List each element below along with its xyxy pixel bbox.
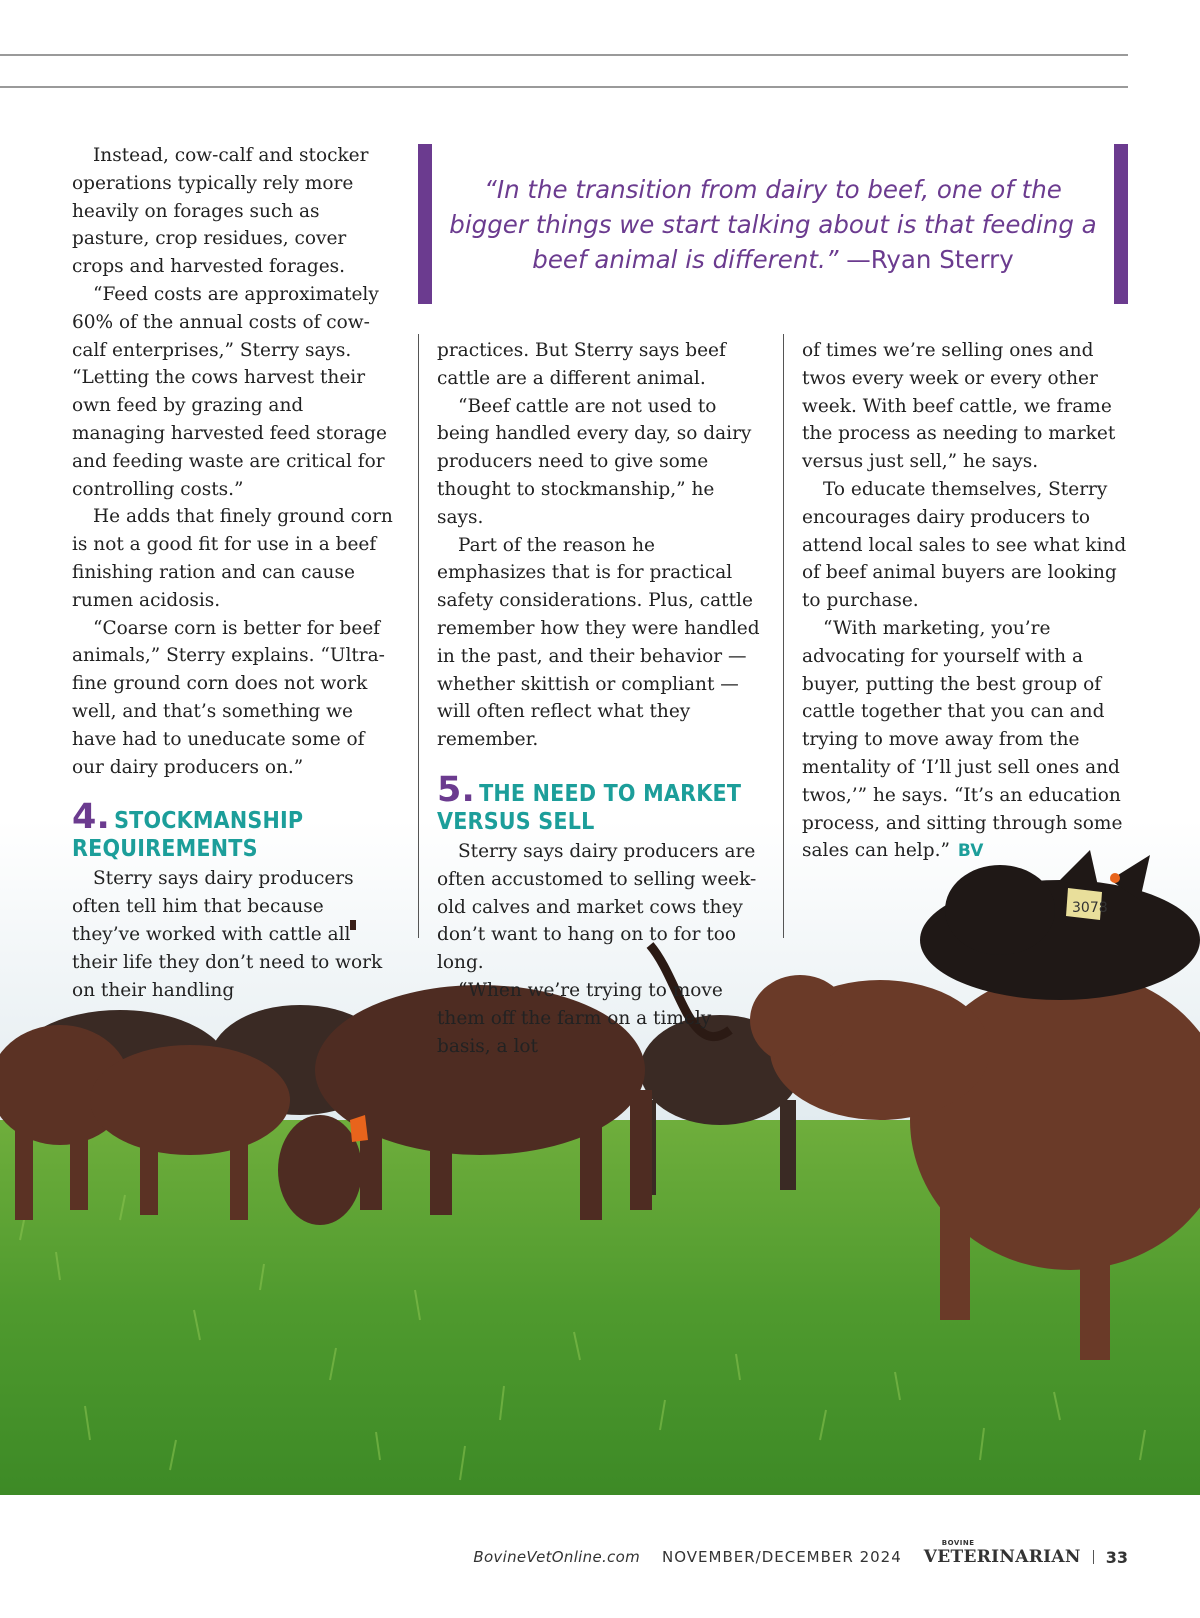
page-footer [473, 1539, 1128, 1569]
top-rule-second [0, 86, 1128, 88]
paragraph: Instead, cow-calf and stocker operations typically rely more heavily on forages such as pasture, crop residues, cover crops and harvested forages. [72, 145, 369, 278]
column-divider [418, 334, 419, 938]
section-title: THE NEED TO MARKET VERSUS SELL [437, 780, 742, 835]
paragraph: of times we’re selling ones and twos every week or every other week. With beef cattle, we frame the process as needing to market versus just sell,” he says. [802, 340, 1116, 473]
ear-tag-number: 3078 [1072, 900, 1108, 916]
section-heading-4 [72, 797, 394, 863]
pull-quote-bar-right [1114, 144, 1128, 304]
page-number: 33 [1105, 1547, 1128, 1567]
paragraph: “Feed costs are approximately 60% of the annual costs of cow-calf enterprises,” Sterry says. “Letting the cows harvest their own feed by grazing and managing harvested feed storage and feeding waste are critical for controlling costs.” [72, 283, 387, 500]
article-column-1 [72, 142, 394, 1004]
section-number: 4. [72, 797, 111, 838]
footer-website: BovineVetOnline.com [473, 1548, 640, 1566]
quote-body: “In the transition from dairy to beef, one of the bigger things we start talking about is that feeding a beef animal is different.” [449, 175, 1097, 274]
quote-attribution: —Ryan Sterry [838, 245, 1014, 274]
paragraph [802, 615, 1132, 866]
paragraph: “Beef cattle are not used to being handled every day, so dairy producers need to give some thought to stockmanship,” he says. [437, 395, 752, 528]
section-number: 5. [437, 769, 476, 810]
article-column-3 [802, 337, 1132, 866]
logo-main-text: VETERINARIAN [923, 1547, 1081, 1567]
section-heading-5 [437, 769, 763, 836]
magazine-logo [923, 1539, 1081, 1567]
pull-quote-text [448, 172, 1098, 277]
section-title: STOCKMANSHIP REQUIREMENTS [72, 808, 304, 863]
paragraph: Sterry says dairy producers often tell him that because they’ve worked with cattle all their life they don’t need to work on their handling [72, 868, 383, 1001]
footer-separator [1093, 1550, 1094, 1564]
paragraph: Part of the reason he emphasizes that is for practical safety considerations. Plus, cattle remember how they were handled in the past, and their behavior — whether skittish or compliant — will often reflect what they remember. [437, 534, 760, 751]
paragraph: Sterry says dairy producers are often accustomed to selling week-old calves and market cows they don’t want to hang on to for too long. [437, 840, 757, 974]
paragraph: To educate themselves, Sterry encourages dairy producers to attend local sales to see what kind of beef animal buyers are looking to purchase. [802, 478, 1127, 612]
pull-quote-bar-left [418, 144, 432, 304]
pull-quote [418, 144, 1128, 304]
article-column-2 [437, 337, 763, 1060]
paragraph-text: “With marketing, you’re advocating for yourself with a buyer, putting the best group of cattle together that you can and trying to move away from the mentality of ‘I’ll just sell ones and twos,’” he says. “It’s an education process, and sitting through some sales can help.” [802, 617, 1123, 862]
logo-small-text: BOVINE [941, 1539, 975, 1547]
paragraph: practices. But Sterry says beef cattle are a different animal. [437, 340, 726, 389]
end-mark: BV [957, 841, 984, 862]
yellow-ear-tag [1066, 888, 1108, 920]
paragraph: “When we’re trying to move them off the farm on a timely basis, a lot [437, 979, 723, 1057]
paragraph: He adds that finely ground corn is not a good fit for use in a beef finishing ration and can cause rumen acidosis. [72, 506, 393, 611]
paragraph: “Coarse corn is better for beef animals,” Sterry explains. “Ultra-fine ground corn does not work well, and that’s something we have had to uneducate some of our dairy producers on.” [72, 617, 385, 778]
top-rule [0, 54, 1128, 56]
column-divider [783, 334, 784, 938]
footer-issue-date: NOVEMBER/DECEMBER 2024 [662, 1548, 902, 1566]
